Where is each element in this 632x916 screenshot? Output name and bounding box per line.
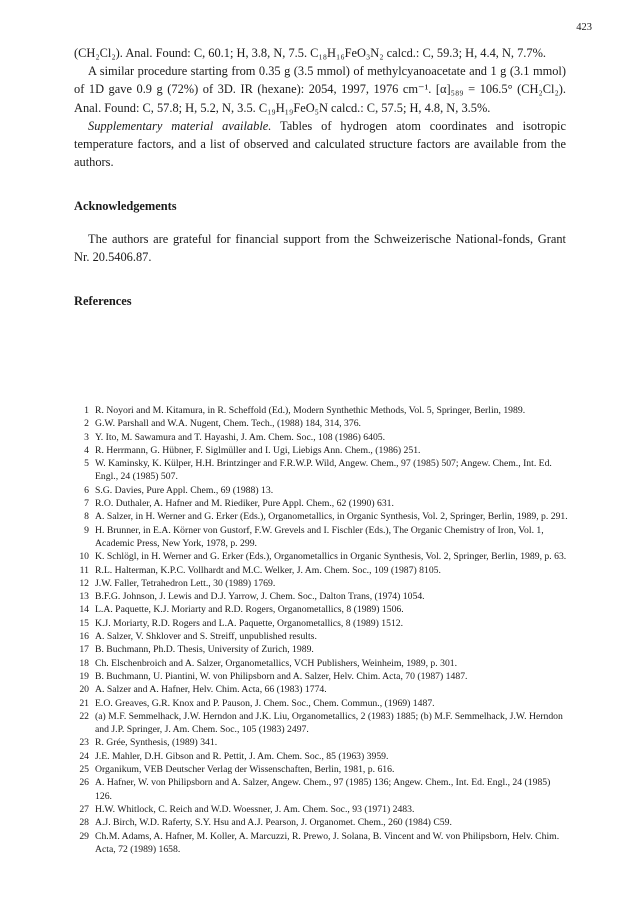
reference-text: S.G. Davies, Pure Appl. Chem., 69 (1988) 13. [95,484,274,496]
reference-item [74,510,568,523]
reference-number: 4 [84,444,89,456]
reference-item [74,683,568,696]
reference-item [74,670,568,683]
reference-text: J.E. Mahler, D.H. Gibson and R. Pettit, J. Am. Chem. Soc., 85 (1963) 3959. [95,750,389,762]
reference-item [74,617,568,630]
reference-number: 26 [79,777,89,789]
reference-item [74,630,568,643]
reference-number: 25 [79,764,89,776]
reference-number: 2 [84,418,89,430]
reference-item [74,550,568,563]
reference-item [74,524,568,551]
reference-number: 28 [79,817,89,829]
reference-item [74,417,568,430]
reference-text: A.J. Birch, W.D. Raferty, S.Y. Hsu and A.J. Pearson, J. Organomet. Chem., 260 (1984) C59. [95,817,452,829]
reference-text: R. Grée, Synthesis, (1989) 341. [95,737,218,749]
reference-item [74,497,568,510]
reference-text: R.L. Halterman, K.P.C. Vollhardt and M.C. Welker, J. Am. Chem. Soc., 109 (1987) 8105. [95,564,441,576]
reference-text: H. Brunner, in E.A. Körner von Gustorf, F.W. Grevels and I. Fischler (Eds.), The Organic Chemistry of Iron, Vol. 1, Academic Press, New York, 1978, p. 299. [95,524,544,549]
reference-number: 23 [79,737,89,749]
reference-text: G.W. Parshall and W.A. Nugent, Chem. Tech., (1988) 184, 314, 376. [95,418,361,430]
reference-item [74,577,568,590]
reference-item [74,457,568,484]
reference-text: K. Schlögl, in H. Werner and G. Erker (Eds.), Organometallics in Organic Synthesis, Vol. 2, Springer, Berlin, 1989, p. 63. [95,551,567,563]
reference-item [74,484,568,497]
reference-number: 20 [79,684,89,696]
reference-text: L.A. Paquette, K.J. Moriarty and R.D. Rogers, Organometallics, 8 (1989) 1506. [95,604,404,616]
reference-number: 7 [84,498,89,510]
analysis-continuation: (CH₂Cl₂). Anal. Found: C, 60.1; H, 3.8, N, 7.5. C₁₈H₁₆FeO₃N₂ calcd.: C, 59.3; H, 4.4, N, 7.7%. [74,46,547,60]
reference-item [74,564,568,577]
acknowledgements-text: The authors are grateful for financial support from the Schweizerische National-fonds, Grant Nr. 20.5406.87. [74,231,566,264]
reference-item [74,444,568,457]
reference-item [74,590,568,603]
reference-item [74,643,568,656]
references-heading: References [74,294,132,309]
reference-number: 24 [79,750,89,762]
reference-item [74,431,568,444]
reference-text: (a) M.F. Semmelhack, J.W. Herndon and J.K. Liu, Organometallics, 2 (1983) 1885; (b) M.F. Semmelhack, J.W. Herndon and J.P. Springer, J. Am. Chem. Soc., 105 (1983) 2497. [95,710,563,736]
reference-text: R.O. Duthaler, A. Hafner and M. Riediker, Pure Appl. Chem., 62 (1990) 631. [95,498,394,510]
reference-list [74,404,568,856]
reference-item [74,697,568,710]
reference-text: K.J. Moriarty, R.D. Rogers and L.A. Paquette, Organometallics, 8 (1989) 1512. [95,617,404,629]
reference-item [74,404,568,417]
reference-number: 17 [79,644,89,656]
reference-number: 29 [79,830,89,842]
reference-text: B. Buchmann, Ph.D. Thesis, University of Zurich, 1989. [95,644,314,656]
reference-number: 15 [79,617,89,629]
reference-text: Ch. Elschenbroich and A. Salzer, Organometallics, VCH Publishers, Weinheim, 1989, p. 301. [95,657,458,669]
reference-number: 13 [79,591,89,603]
reference-text: A. Salzer, V. Shklover and S. Streiff, unpublished results. [95,631,317,643]
reference-item [74,750,568,763]
reference-number: 21 [79,697,89,709]
reference-item [74,736,568,749]
reference-number: 16 [79,631,89,643]
reference-text: Y. Ito, M. Sawamura and T. Hayashi, J. Am. Chem. Soc., 108 (1986) 6405. [95,431,386,443]
article-body [74,44,566,310]
reference-text: B. Buchmann, U. Piantini, W. von Philipsborn and A. Salzer, Helv. Chim. Acta, 70 (1987) 1487. [95,670,468,682]
reference-number: 27 [79,803,89,815]
reference-text: J.W. Faller, Tetrahedron Lett., 30 (1989) 1769. [95,577,276,589]
reference-number: 1 [84,405,89,416]
reference-text: A. Salzer and A. Hafner, Helv. Chim. Acta, 66 (1983) 1774. [95,684,327,696]
supplementary-text: Tables of hydrogen atom coordinates and isotropic temperature factors, and a list of observed and calculated structure factors are available from the authors. [74,118,566,170]
reference-text: B.F.G. Johnson, J. Lewis and D.J. Yarrow, J. Chem. Soc., Dalton Trans, (1974) 1054. [95,591,425,603]
reference-number: 6 [84,484,89,496]
reference-item [74,803,568,816]
reference-number: 14 [79,604,89,616]
reference-number: 8 [84,511,89,523]
reference-item [74,710,568,737]
reference-number: 11 [79,564,89,576]
reference-text: R. Noyori and M. Kitamura, in R. Scheffold (Ed.), Modern Synthethic Methods, Vol. 5, Springer, Berlin, 1989. [95,405,526,416]
reference-item [74,763,568,776]
reference-text: A. Salzer, in H. Werner and G. Erker (Eds.), Organometallics, in Organic Synthesis, Vol. 2, Springer, Berlin, 1989, p. 291. [95,511,568,523]
reference-item [74,816,568,829]
reference-text: W. Kaminsky, K. Külper, H.H. Brintzinger and F.R.W.P. Wild, Angew. Chem., 97 (1985) 507; Angew. Chem., Int. Ed. Engl., 24 (1985) 507. [95,458,552,483]
reference-number: 10 [79,551,89,563]
supplementary-paragraph [74,117,566,172]
reference-text: E.O. Greaves, G.R. Knox and P. Pauson, J. Chem. Soc., Chem. Commun., (1969) 1487. [95,697,435,709]
reference-item [74,776,568,803]
procedure-paragraph: A similar procedure starting from 0.35 g (3.5 mmol) of methylcyanoacetate and 1 g (3.1 mmol) of 1D gave 0.9 g (72%) of 3D. IR (hexane): 2054, 1997, 1976 cm⁻¹. [α]₅₈₉ = 106.5° (CH₂Cl₂). Anal. Found: C, 57.8; H, 5.2, N, 3.5. C₁₉H₁₉FeO₅N calcd.: C, 57.5; H, 4.8, N, 3.5%. [74,64,566,115]
acknowledgements-heading: Acknowledgements [74,199,177,214]
reference-item [74,657,568,670]
reference-number: 9 [84,524,89,536]
reference-item [74,603,568,616]
reference-text: Ch.M. Adams, A. Hafner, M. Koller, A. Marcuzzi, R. Prewo, J. Solana, B. Vincent and W. von Philipsborn, Helv. Chim. Acta, 72 (1989) 1658. [95,830,560,855]
supplementary-label: Supplementary material available. [88,118,272,133]
reference-text: Organikum, VEB Deutscher Verlag der Wissenschaften, Berlin, 1981, p. 616. [95,764,395,776]
reference-number: 12 [79,577,89,589]
reference-number: 3 [84,431,89,443]
reference-number: 19 [79,670,89,682]
page-number: 423 [576,22,592,33]
reference-number: 5 [84,458,89,470]
reference-number: 18 [79,657,89,669]
reference-text: R. Herrmann, G. Hübner, F. Siglmüller and I. Ugi, Liebigs Ann. Chem., (1986) 251. [95,444,421,456]
reference-item [74,830,568,857]
reference-number: 22 [79,710,89,722]
reference-text: A. Hafner, W. von Philipsborn and A. Salzer, Angew. Chem., 97 (1985) 136; Angew. Chem., Int. Ed. Engl., 24 (1985) 126. [95,777,551,802]
reference-text: H.W. Whitlock, C. Reich and W.D. Woessner, J. Am. Chem. Soc., 93 (1971) 2483. [95,803,415,815]
